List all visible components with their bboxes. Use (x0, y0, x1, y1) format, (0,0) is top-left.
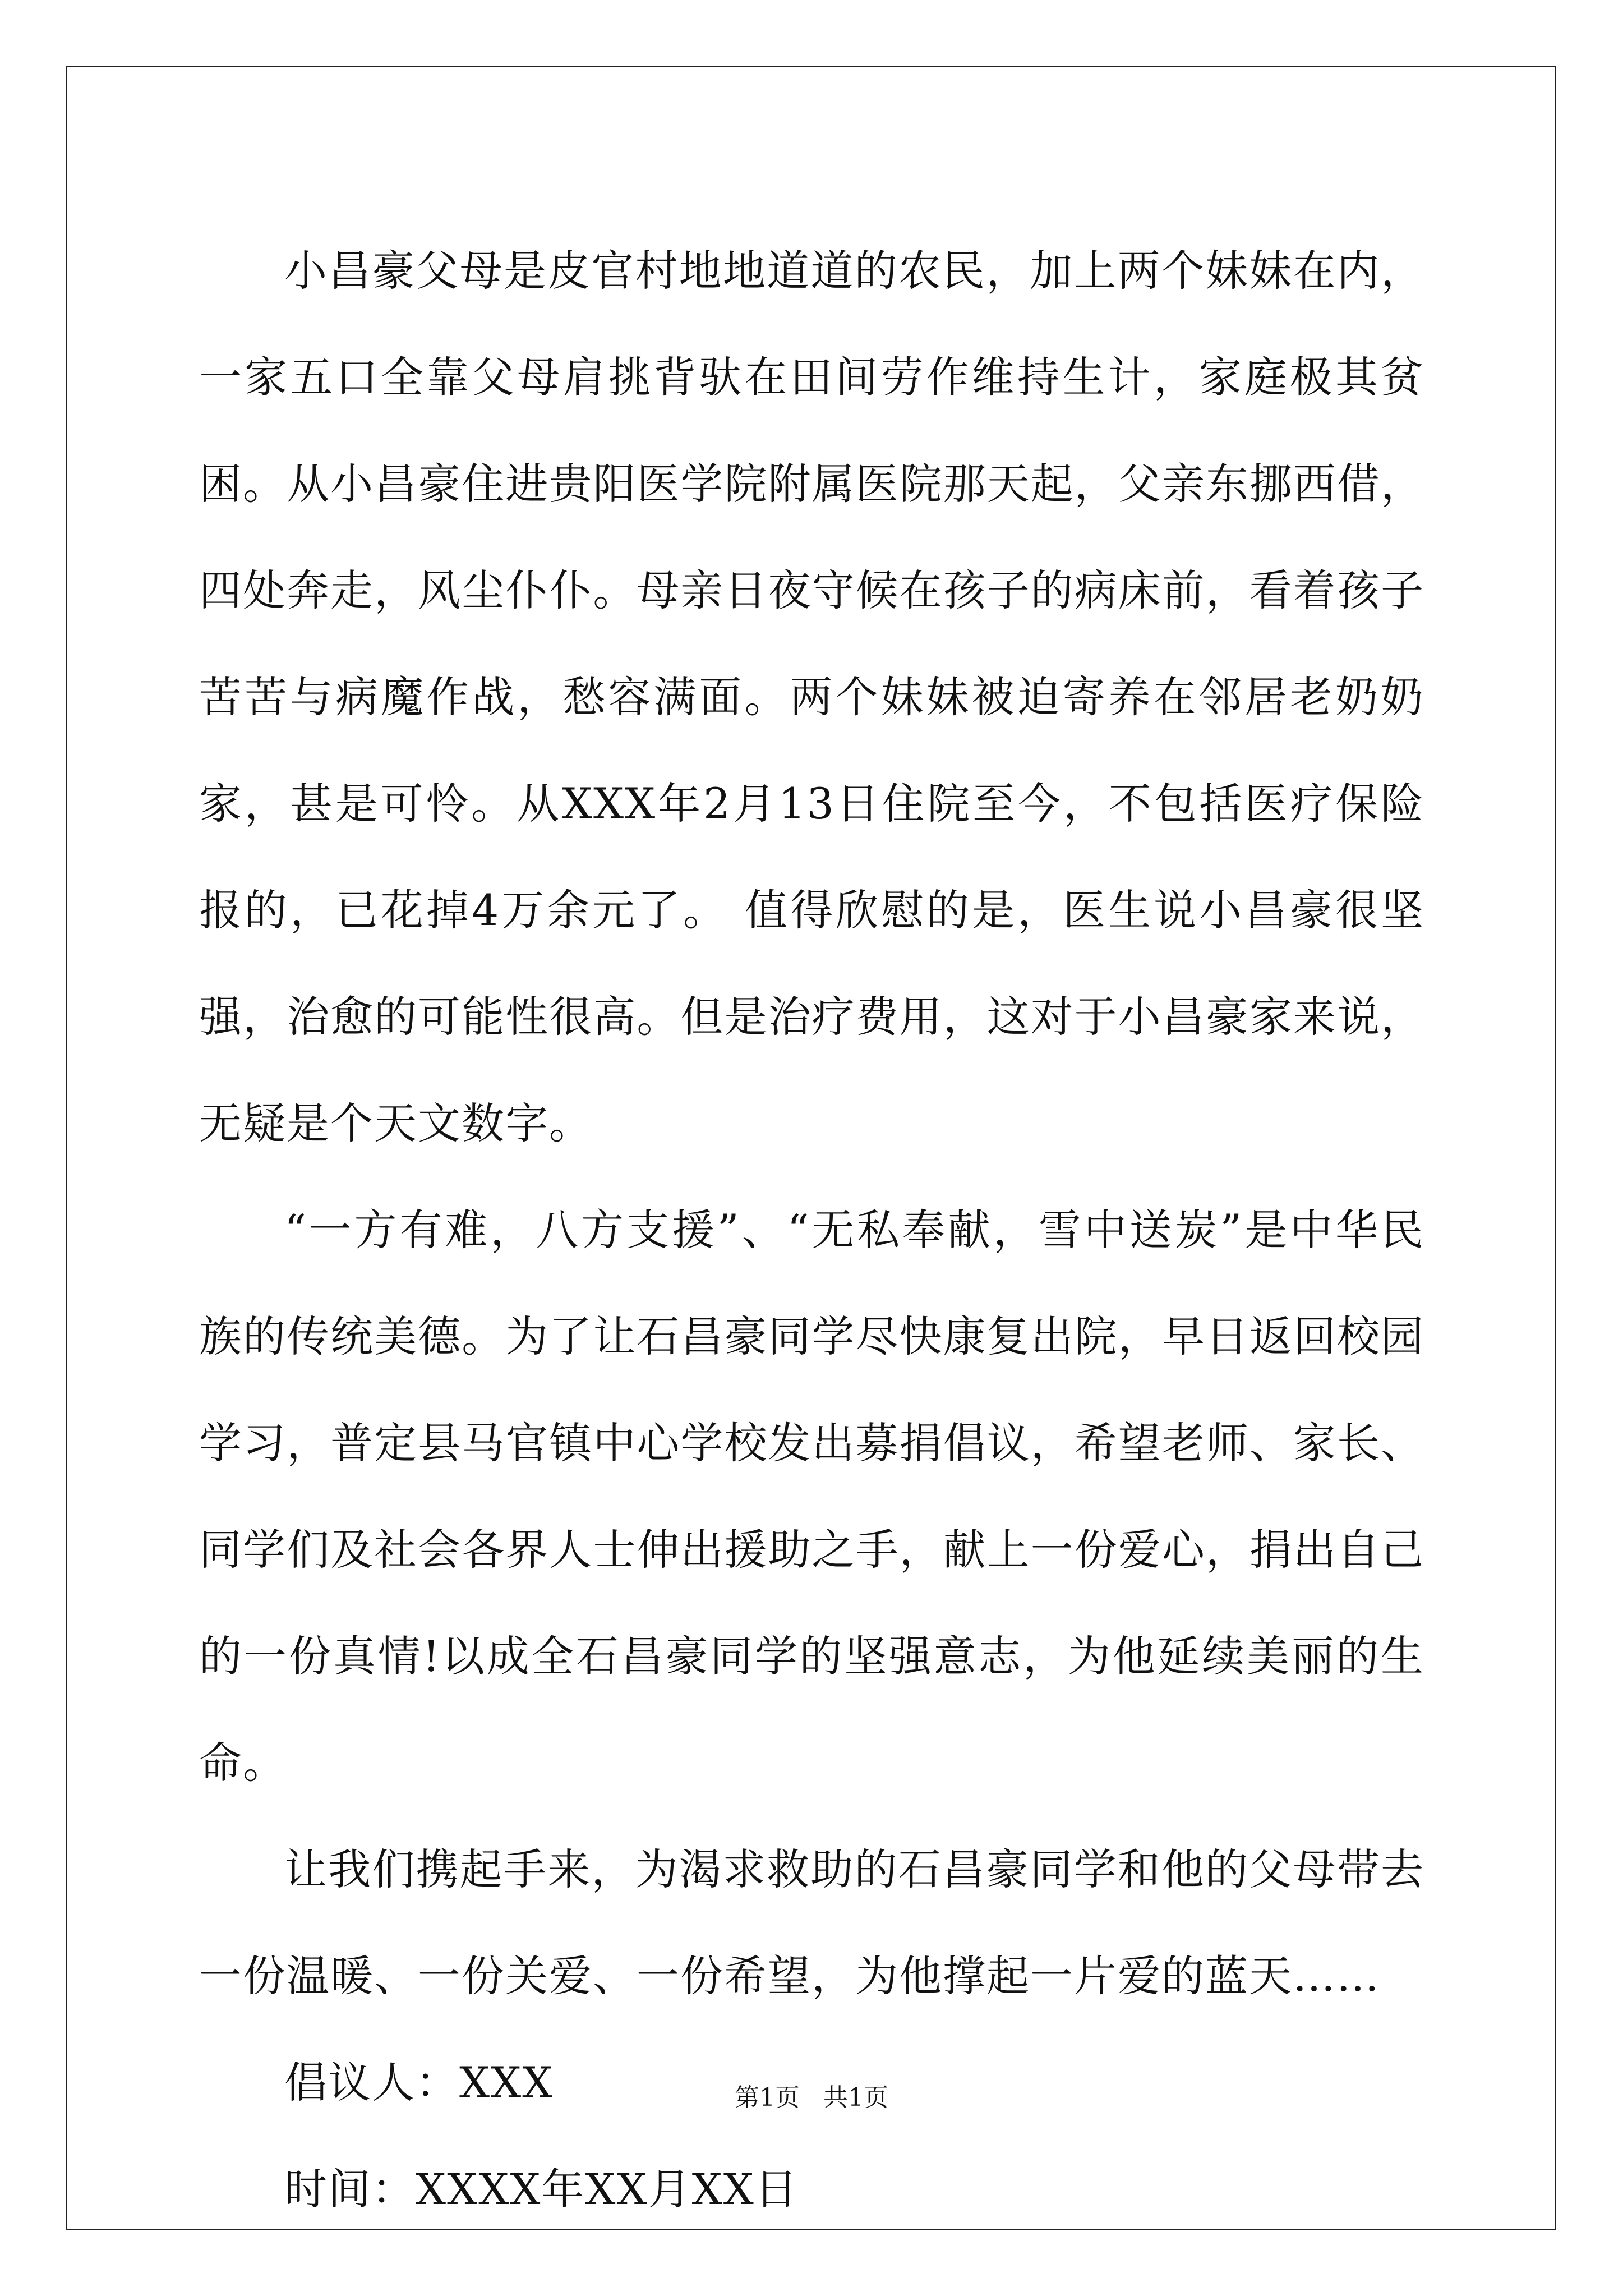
paragraph-donation-appeal: “一方有难，八方支援”、“无私奉献，雪中送炭”是中华民族的传统美德。为了让石昌豪同学尽快康复出院，早日返回校园学习，普定县马官镇中心学校发出募捐倡议，希望老师、家长、同学们及社会各界人士伸出援助之手，献上一份爱心，捐出自己的一份真情!以成全石昌豪同学的坚强意志，为他延续美丽的生命。 (199, 1205, 1424, 1788)
paragraph-family-situation: 小昌豪父母是皮官村地地道道的农民，加上两个妹妹在内，一家五口全靠父母肩挑背驮在田间劳作维持生计，家庭极其贫困。从小昌豪住进贵阳医学院附属医院那天起，父亲东挪西借，四处奔走，风尘仆仆。母亲日夜守候在孩子的病床前，看着孩子苦苦与病魔作战，愁容满面。两个妹妹被迫寄养在邻居老奶奶家，甚是可怜。从XXX年2月13日住院至今，不包括医疗保险报的，已花掉4万余元了。 值得欣慰的是，医生说小昌豪很坚强，治愈的可能性很高。但是治疗费用，这对于小昌豪家来说，无疑是个天文数字。 (199, 246, 1424, 1148)
page-footer (0, 2081, 1623, 2115)
signature-initiator: 倡议人：XXX (284, 2058, 554, 2108)
paragraph-closing-call: 让我们携起手来，为渴求救助的石昌豪同学和他的父母带去一份温暖、一份关爱、一份希望，为他撑起一片爱的蓝天…… (199, 1844, 1424, 2001)
document-body (199, 218, 1424, 2243)
page-number: 第1页 (735, 2083, 800, 2112)
footer-spacer (800, 2083, 823, 2112)
signature-date: 时间：XXXX年XX月XX日 (284, 2164, 799, 2214)
page-total: 共1页 (823, 2083, 888, 2112)
